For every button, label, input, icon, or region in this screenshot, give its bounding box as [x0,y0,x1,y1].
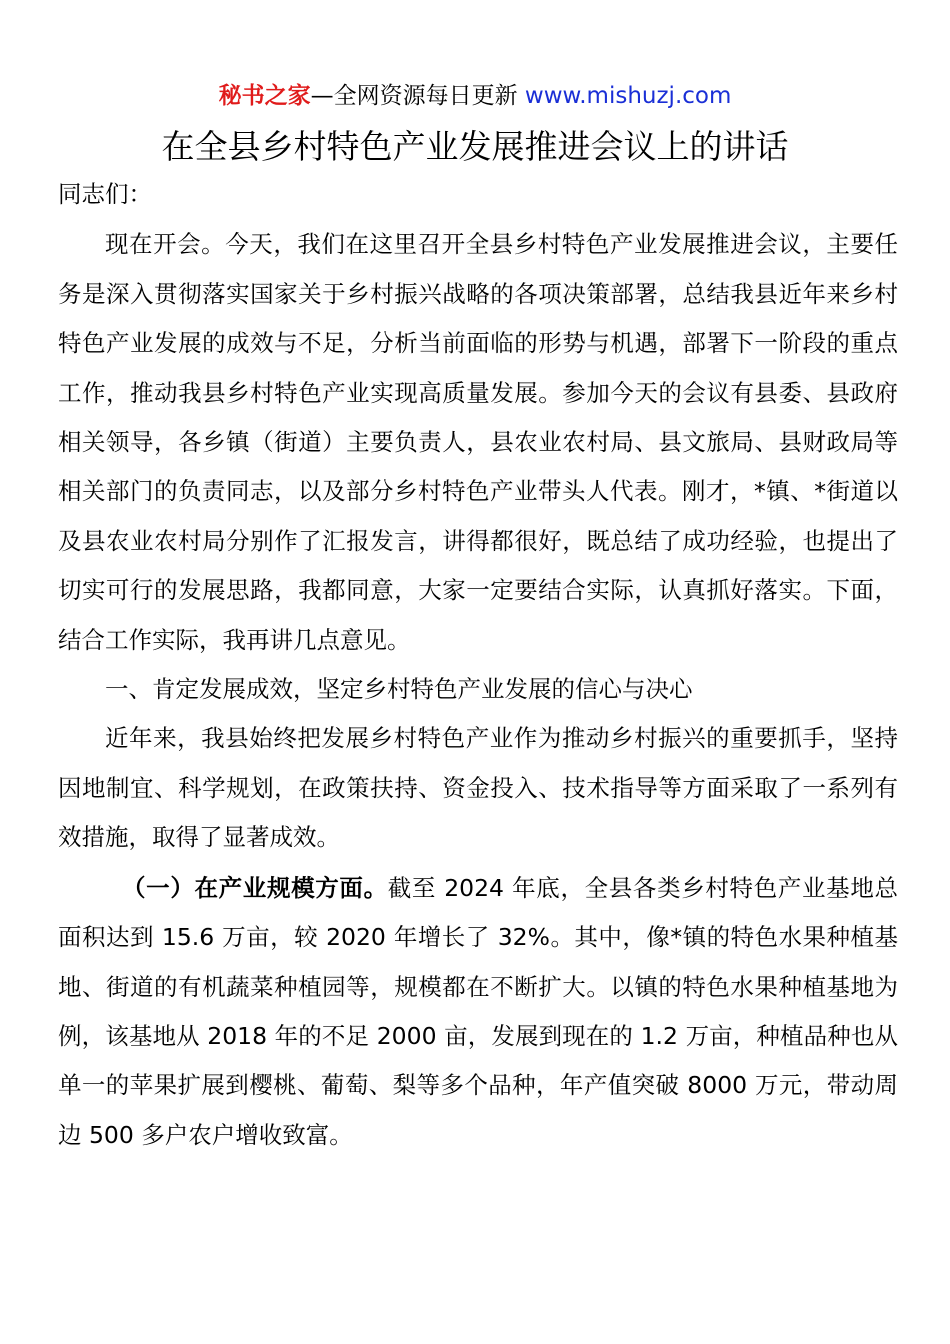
document-body [58,170,898,1160]
subsection-paragraph [58,864,898,1160]
opening-paragraph: 现在开会。今天，我们在这里召开全县乡村特色产业发展推进会议，主要任务是深入贯彻落实国家关于乡村振兴战略的各项决策部署，总结我县近年来乡村特色产业发展的成效与不足，分析当前面临的形势与机遇，部署下一阶段的重点工作，推动我县乡村特色产业实现高质量发展。参加今天的会议有县委、县政府相关领导，各乡镇（街道）主要负责人，县农业农村局、县文旅局、县财政局等相关部门的负责同志，以及部分乡村特色产业带头人代表。刚才，*镇、*街道以及县农业农村局分别作了汇报发言，讲得都很好，既总结了成功经验，也提出了切实可行的发展思路，我都同意，大家一定要结合实际，认真抓好落实。下面，结合工作实际，我再讲几点意见。 [58,230,898,654]
banner-url-link[interactable]: www.mishuzj.com [524,83,732,109]
section-intro-paragraph: 近年来，我县始终把发展乡村特色产业作为推动乡村振兴的重要抓手，坚持因地制宜、科学规划，在政策扶持、资金投入、技术指导等方面采取了一系列有效措施，取得了显著成效。 [58,724,898,852]
section-heading: 一、肯定发展成效，坚定乡村特色产业发展的信心与决心 [105,675,693,704]
salutation: 同志们： [58,180,152,208]
site-banner [0,80,950,112]
subsection-text: 截至 2024 年底，全县各类乡村特色产业基地总面积达到 15.6 万亩，较 2020 年增长了 32%。其中，像*镇的特色水果种植基地、街道的有机蔬菜种植园等，规模都在不断扩大。以镇的特色水果种植基地为例，该基地从 2018 年的不足 2000 亩，发展到现在的 1.2 万亩，种植品种也从单一的苹果扩展到樱桃、葡萄、梨等多个品种，年产值突破 8000 万元，带动周边 500 多户农户增收致富。 [58,873,899,1149]
document-title: 在全县乡村特色产业发展推进会议上的讲话 [161,127,789,166]
banner-tagline: —全网资源每日更新 [310,83,518,109]
subsection-label: （一）在产业规模方面。 [122,873,388,902]
banner-brand: 秘书之家 [218,83,311,109]
